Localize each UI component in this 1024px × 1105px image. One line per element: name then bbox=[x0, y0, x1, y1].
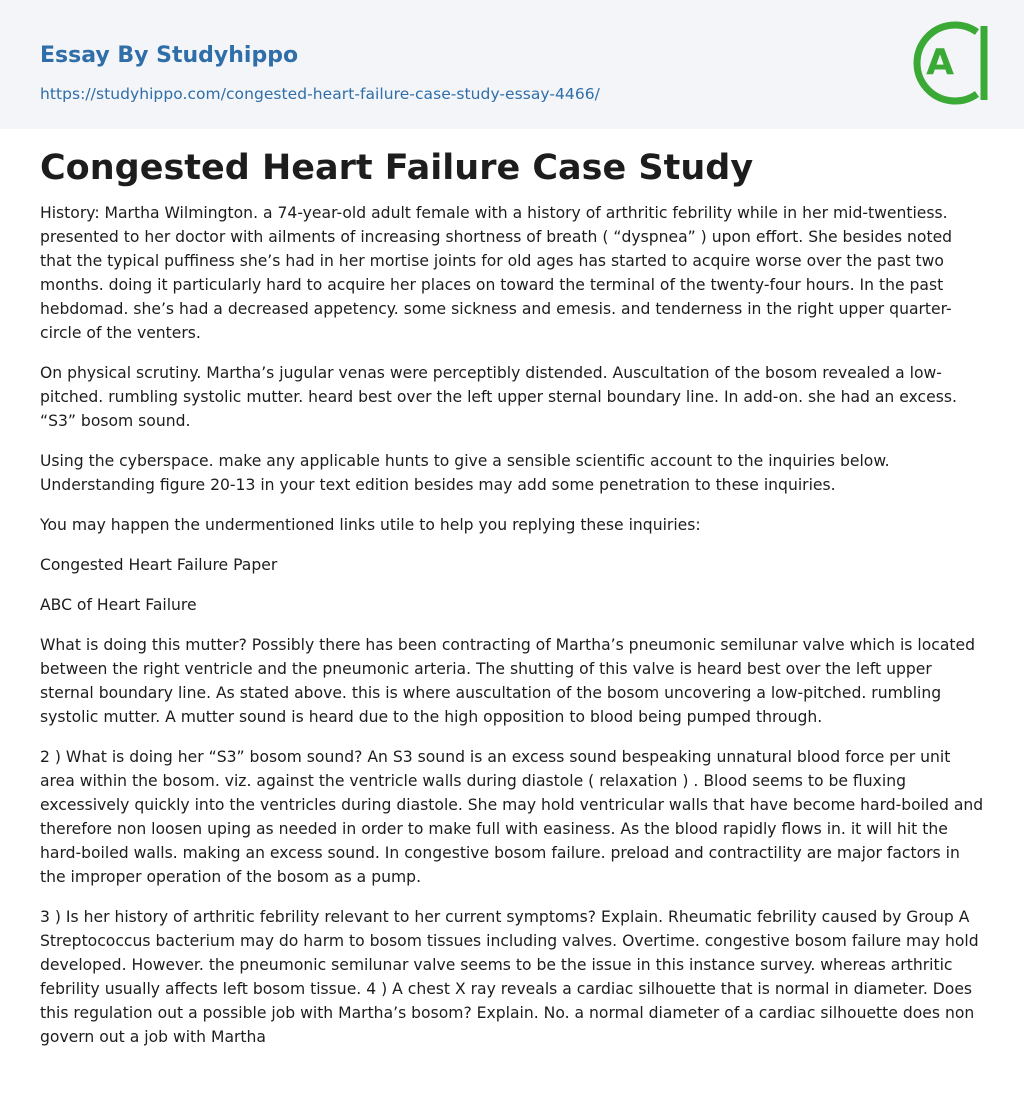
article-body bbox=[40, 201, 986, 1065]
article-paragraph: 2 ) What is doing her “S3” bosom sound? An S3 sound is an excess sound bespeaking unnatural blood force per unit area within the bosom. viz. against the ventricle walls during diastole ( relaxation ) . Blood seems to be fluxing excessively quickly into the ventricles during diastole. She may hold ventricular walls that have become hard-boiled and therefore non loosen uping as needed in order to make full with easiness. As the blood rapidly flows in. it will hit the hard-boiled walls. making an excess sound. In congestive bosom failure. preload and contractility are major factors in the improper operation of the bosom as a pump. bbox=[40, 748, 984, 886]
logo-letter: A bbox=[926, 42, 954, 83]
studyhippo-logo-icon[interactable] bbox=[905, 18, 989, 108]
site-brand[interactable]: Essay By Studyhippo bbox=[40, 43, 299, 68]
article-paragraph: 3 ) Is her history of arthritic febrility relevant to her current symptoms? Explain. Rheumatic febrility caused by Group A Streptococcus bacterium may do harm to bosom tissues including valves. Overtime. congestive bosom failure may hold developed. However. the pneumonic semilunar valve seems to be the issue in this instance survey. whereas arthritic febrility usually affects left bosom tissue. 4 ) A chest X ray reveals a cardiac silhouette that is normal in diameter. Does this regulation out a possible job with Martha’s bosom? Explain. No. a normal diameter of a cardiac silhouette does non govern out a job with Martha bbox=[40, 908, 979, 1046]
article-paragraph: ABC of Heart Failure bbox=[40, 596, 197, 614]
page-url-link[interactable]: https://studyhippo.com/congested-heart-failure-case-study-essay-4466/ bbox=[40, 85, 600, 103]
article-paragraph: On physical scrutiny. Martha’s jugular venas were perceptibly distended. Auscultation of the bosom revealed a low-pitched. rumbling systolic mutter. heard best over the left upper sternal boundary line. In add-on. she had an excess. “S3” bosom sound. bbox=[40, 364, 957, 430]
article-paragraph: Congested Heart Failure Paper bbox=[40, 556, 278, 574]
article-paragraph: History: Martha Wilmington. a 74-year-old adult female with a history of arthritic febrility while in her mid-twentiess. presented to her doctor with ailments of increasing shortness of breath ( “dyspnea” ) upon effort. She besides noted that the typical puffiness she’s had in her mortise joints for old ages has started to acquire worse over the past two months. doing it particularly hard to acquire her places on toward the terminal of the twenty-four hours. In the past hebdomad. she’s had a decreased appetency. some sickness and emesis. and tenderness in the right upper quarter-circle of the venters. bbox=[40, 204, 953, 342]
article-paragraph: You may happen the undermentioned links utile to help you replying these inquiries: bbox=[40, 516, 701, 534]
page-title: Congested Heart Failure Case Study bbox=[40, 148, 754, 188]
article-paragraph: Using the cyberspace. make any applicable hunts to give a sensible scientific account to the inquiries below. Understanding figure 20-13 in your text edition besides may add some penetration to these inquiries. bbox=[40, 452, 890, 494]
article-paragraph: What is doing this mutter? Possibly there has been contracting of Martha’s pneumonic semilunar valve which is located between the right ventricle and the pneumonic arteria. The shutting of this valve is heard best over the left upper sternal boundary line. As stated above. this is where auscultation of the bosom uncovering a low-pitched. rumbling systolic mutter. A mutter sound is heard due to the high opposition to blood being pumped through. bbox=[40, 636, 975, 726]
